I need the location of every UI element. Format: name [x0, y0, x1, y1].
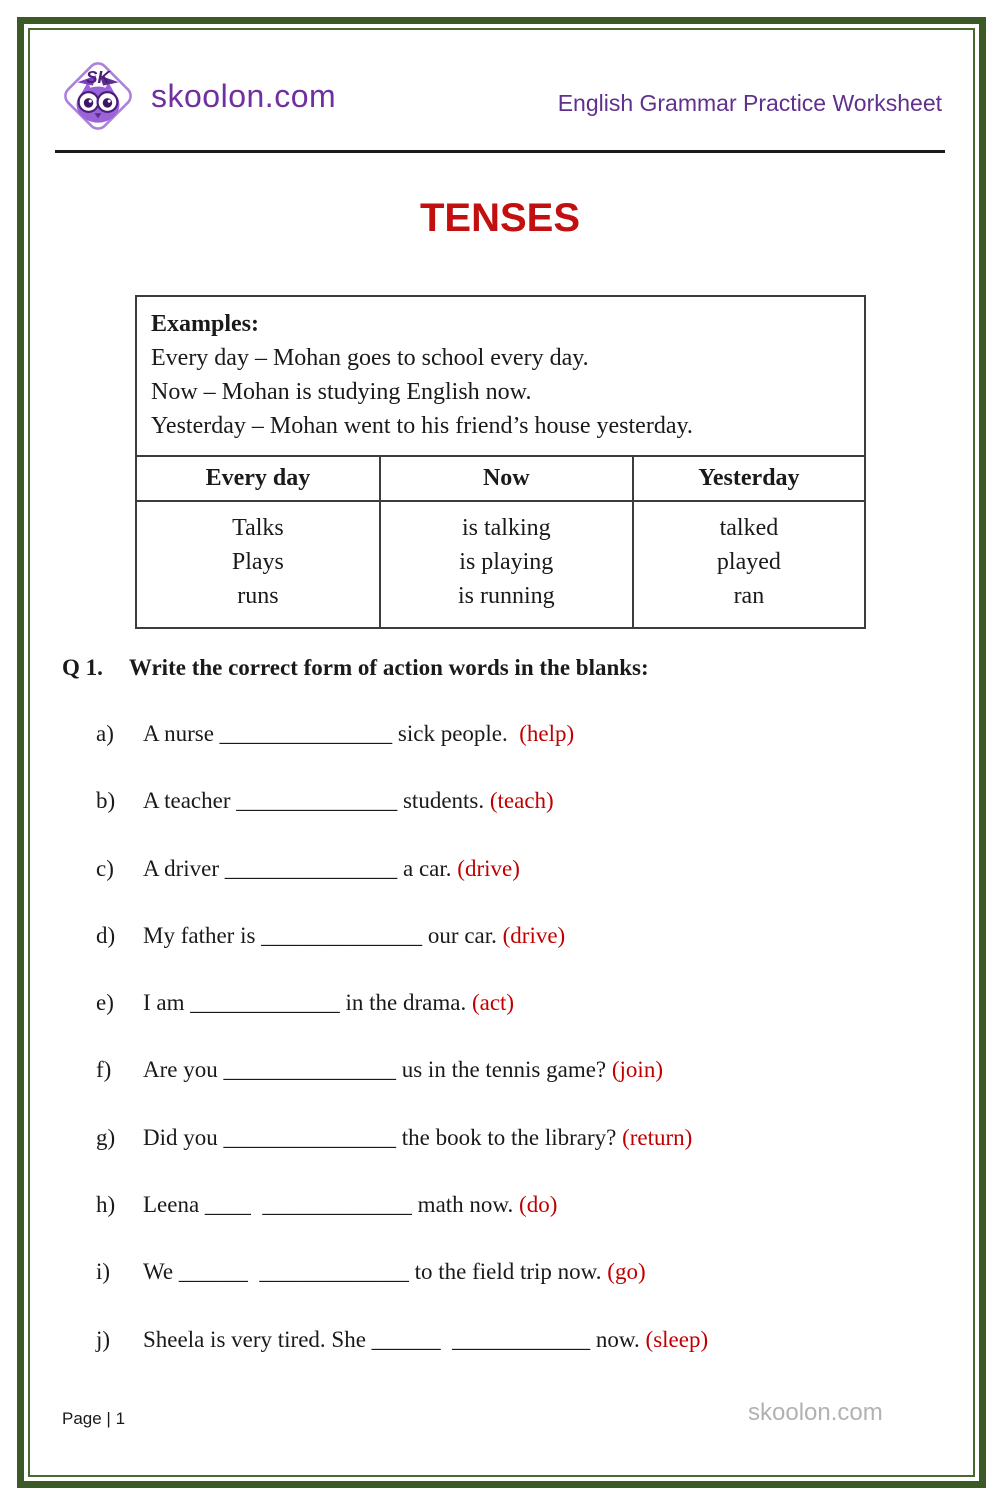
verb-hint: (drive)	[502, 922, 566, 948]
item-label: g)	[96, 1124, 116, 1150]
item-text: A teacher ______________ students.	[143, 788, 490, 814]
page-number: Page | 1	[62, 1409, 126, 1428]
question-heading	[62, 655, 945, 681]
owl-logo-icon	[55, 53, 141, 139]
table-cell: ran	[633, 579, 864, 627]
verb-hint: (act)	[471, 990, 515, 1016]
item-label: d)	[96, 922, 116, 948]
column-header: Yesterday	[633, 456, 864, 501]
exercise-item-f	[96, 1057, 960, 1124]
item-label: a)	[96, 721, 114, 746]
item-text: A driver _______________ a car.	[143, 855, 458, 881]
question-number: Q 1.	[62, 655, 103, 680]
exercise-item-b	[96, 788, 960, 855]
item-label: b)	[96, 788, 116, 814]
examples-box	[135, 295, 866, 629]
exercise-item-j	[96, 1327, 960, 1394]
table-cell: is running	[380, 579, 633, 627]
exercise-item-d	[96, 923, 960, 990]
example-line: Now – Mohan is studying English now.	[151, 379, 532, 405]
verb-hint: (return)	[622, 1124, 693, 1150]
verb-hint: (do)	[519, 1192, 558, 1218]
tense-table	[137, 455, 864, 627]
verb-hint: (drive)	[457, 855, 520, 881]
item-label: e)	[96, 990, 114, 1016]
item-text: My father is ______________ our car.	[143, 922, 503, 948]
table-cell: is talking	[380, 501, 633, 545]
example-line: Every day – Mohan goes to school every day.	[151, 345, 589, 371]
brand-name: skoolon.com	[151, 77, 337, 114]
item-label: j)	[96, 1326, 111, 1352]
exercise-list	[96, 721, 960, 1394]
item-label: f)	[96, 1057, 112, 1083]
verb-hint: (join)	[611, 1057, 663, 1083]
examples-heading: Examples:	[151, 311, 259, 337]
verb-hint: (sleep)	[645, 1326, 709, 1352]
example-line: Yesterday – Mohan went to his friend’s house yesterday.	[151, 413, 693, 439]
header-divider	[55, 150, 945, 153]
item-label: c)	[96, 855, 114, 881]
item-label: i)	[96, 1259, 111, 1285]
item-text: I am _____________ in the drama.	[143, 990, 472, 1016]
item-text: Leena ____ _____________ math now.	[143, 1192, 520, 1218]
table-cell: Plays	[231, 549, 284, 575]
exercise-item-e	[96, 990, 960, 1057]
table-row	[137, 545, 864, 579]
verb-hint: (help)	[519, 721, 575, 746]
exercise-item-i	[96, 1259, 960, 1326]
table-cell: Talks	[232, 515, 284, 541]
examples-text	[137, 297, 864, 455]
table-row	[137, 579, 864, 627]
verb-hint: (go)	[607, 1259, 646, 1285]
item-label: h)	[96, 1192, 116, 1218]
exercise-item-c	[96, 856, 960, 923]
svg-text:SK: SK	[86, 67, 110, 88]
footer-watermark: skoolon.com	[748, 1399, 883, 1426]
table-cell: is playing	[380, 545, 633, 579]
tense-table-header-row	[137, 456, 864, 501]
item-text: We ______ _____________ to the field trip now.	[143, 1259, 608, 1285]
table-cell: runs	[237, 583, 279, 609]
page-title: TENSES	[419, 196, 581, 240]
exercise-item-a	[96, 721, 960, 788]
brand-group	[55, 53, 336, 139]
item-text: Are you _______________ us in the tennis game?	[143, 1057, 612, 1083]
exercise-item-h	[96, 1192, 960, 1259]
header	[55, 48, 942, 144]
item-text: Sheela is very tired. She ______ ____________ now.	[143, 1326, 646, 1352]
verb-hint: (teach)	[489, 788, 554, 814]
worksheet-title: English Grammar Practice Worksheet	[557, 89, 942, 116]
column-header: Every day	[137, 456, 380, 501]
table-row	[137, 501, 864, 545]
exercise-item-g	[96, 1125, 960, 1192]
table-cell: played	[633, 545, 864, 579]
table-cell: talked	[633, 501, 864, 545]
item-text: Did you _______________ the book to the library?	[143, 1124, 623, 1150]
item-text: A nurse _______________ sick people.	[143, 721, 520, 746]
column-header: Now	[380, 456, 633, 501]
question-prompt: Write the correct form of action words in the blanks:	[128, 655, 649, 680]
